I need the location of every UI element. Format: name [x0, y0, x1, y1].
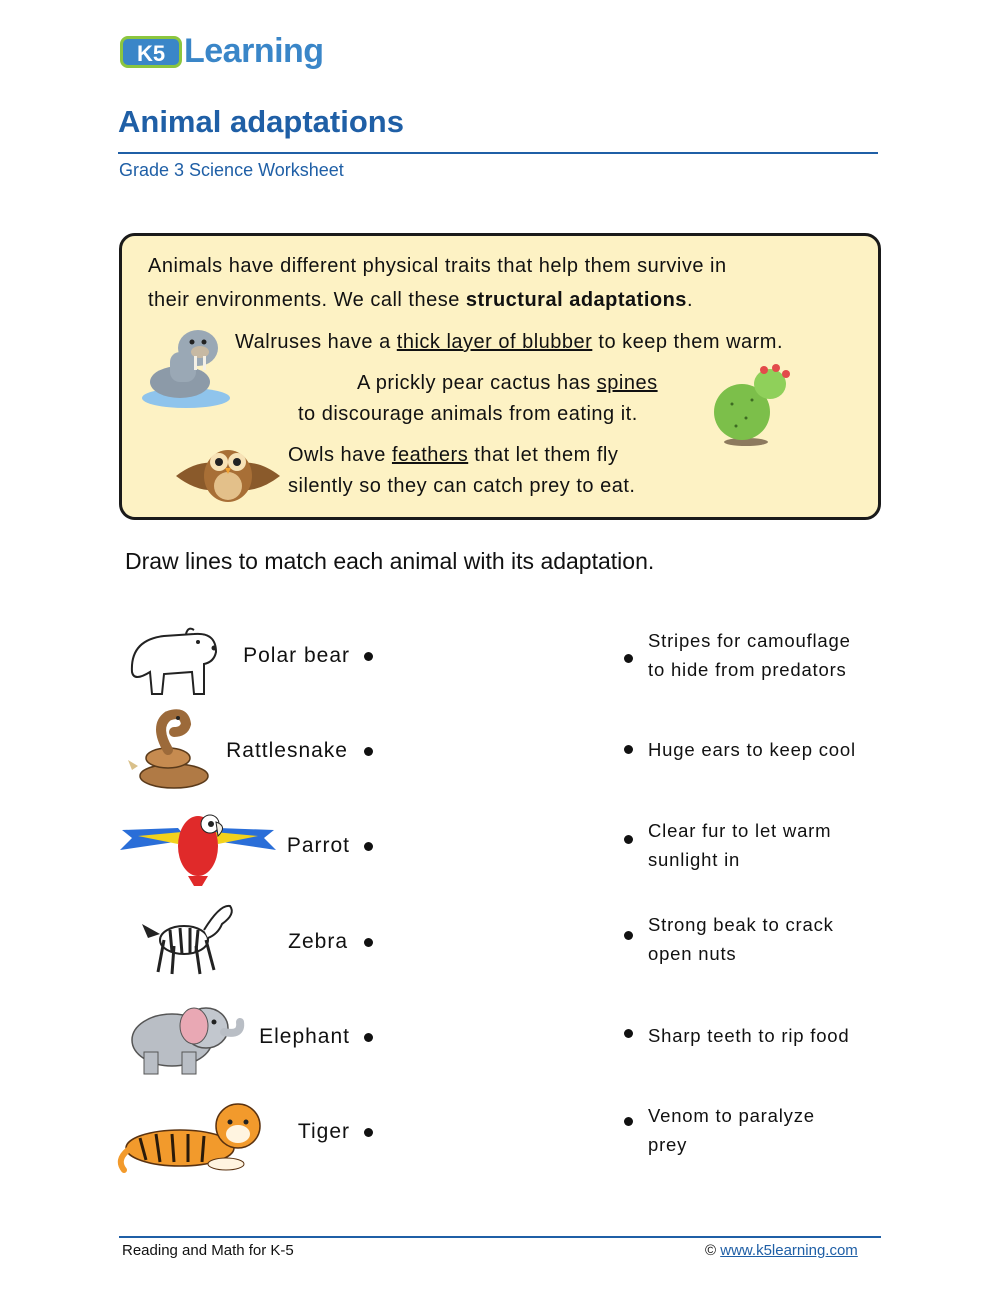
match-dot-adaptation-6[interactable]	[624, 1117, 633, 1126]
walrus-fact	[235, 331, 783, 354]
animal-label-tiger: Tiger	[297, 1120, 350, 1143]
logo-k5-badge: K5	[120, 36, 182, 68]
owl-icon	[172, 436, 284, 506]
match-dot-adaptation-3[interactable]	[624, 835, 633, 844]
tiger-icon	[116, 1090, 272, 1176]
animal-label-zebra: Zebra	[288, 930, 348, 953]
k5-learning-logo	[120, 26, 335, 76]
match-dot-rattlesnake[interactable]	[364, 747, 373, 756]
cactus-fact-text: A prickly pear cactus has	[357, 372, 597, 394]
adaptation-4	[648, 910, 834, 968]
animal-label-parrot: Parrot	[286, 834, 350, 857]
cactus-fact-line-2: to discourage animals from eating it.	[298, 403, 638, 425]
adaptation-6-line-1: Venom to paralyze	[648, 1105, 815, 1126]
intro-line-2	[148, 289, 693, 312]
owl-fact-text: Owls have	[288, 444, 392, 466]
adaptation-1-line-2: to hide from predators	[648, 659, 847, 680]
animal-label-polar-bear: Polar bear	[243, 644, 350, 667]
walrus-fact-text: Walruses have a	[235, 331, 397, 353]
match-dot-zebra[interactable]	[364, 938, 373, 947]
header-divider	[118, 152, 878, 154]
copyright-symbol: ©	[705, 1242, 717, 1259]
adaptation-3-line-2: sunlight in	[648, 849, 741, 870]
animal-label-rattlesnake: Rattlesnake	[226, 739, 348, 762]
intro-line-1: Animals have different physical traits that help them survive in	[148, 255, 727, 277]
owl-fact-line-2: silently so they can catch prey to eat.	[288, 475, 636, 497]
page-subtitle: Grade 3 Science Worksheet	[119, 160, 344, 180]
owl-fact-end: that let them fly	[468, 444, 619, 466]
rattlesnake-icon	[124, 706, 214, 792]
intro-line-2-text: their environments. We call these	[148, 289, 466, 311]
footer-tagline: Reading and Math for K-5	[122, 1242, 294, 1259]
adaptation-1	[648, 626, 851, 684]
cactus-fact-line-1	[357, 372, 658, 395]
adaptation-5-line-1: Sharp teeth to rip food	[648, 1025, 850, 1046]
match-dot-polar-bear[interactable]	[364, 652, 373, 661]
animal-label-elephant: Elephant	[259, 1025, 350, 1048]
adaptation-6	[648, 1101, 815, 1159]
match-dot-adaptation-1[interactable]	[624, 654, 633, 663]
page-title: Animal adaptations	[118, 104, 404, 139]
match-dot-adaptation-4[interactable]	[624, 931, 633, 940]
match-dot-elephant[interactable]	[364, 1033, 373, 1042]
footer-divider	[119, 1236, 881, 1238]
match-dot-adaptation-5[interactable]	[624, 1029, 633, 1038]
zebra-icon	[134, 894, 238, 980]
cactus-icon	[706, 360, 798, 446]
polar-bear-icon	[124, 612, 220, 698]
adaptation-4-line-2: open nuts	[648, 943, 737, 964]
adaptation-5	[648, 1021, 849, 1050]
adaptation-3	[648, 816, 831, 874]
adaptation-2-line-1: Huge ears to keep cool	[648, 739, 856, 760]
match-dot-adaptation-2[interactable]	[624, 745, 633, 754]
k5learning-link[interactable]: www.k5learning.com	[720, 1242, 858, 1259]
walrus-fact-end: to keep them warm.	[592, 331, 784, 353]
adaptation-1-line-1: Stripes for camouflage	[648, 630, 851, 651]
structural-adaptations-term: structural adaptations	[465, 289, 687, 311]
logo-wordmark: Learning	[184, 32, 324, 70]
walrus-icon	[140, 318, 232, 412]
elephant-icon	[116, 992, 248, 1078]
walrus-adaptation: thick layer of blubber	[396, 331, 593, 353]
match-dot-parrot[interactable]	[364, 842, 373, 851]
owl-fact-line-1	[288, 444, 618, 467]
match-dot-tiger[interactable]	[364, 1128, 373, 1137]
adaptation-6-line-2: prey	[648, 1134, 688, 1155]
footer-credit	[705, 1242, 858, 1259]
parrot-icon	[118, 800, 278, 890]
owl-adaptation: feathers	[391, 444, 469, 466]
cactus-adaptation: spines	[596, 372, 658, 394]
adaptation-2	[648, 735, 856, 764]
adaptation-4-line-1: Strong beak to crack	[648, 914, 834, 935]
intro-line-2-end: .	[686, 289, 693, 311]
adaptation-3-line-1: Clear fur to let warm	[648, 820, 832, 841]
instruction: Draw lines to match each animal with its adaptation.	[125, 548, 655, 574]
